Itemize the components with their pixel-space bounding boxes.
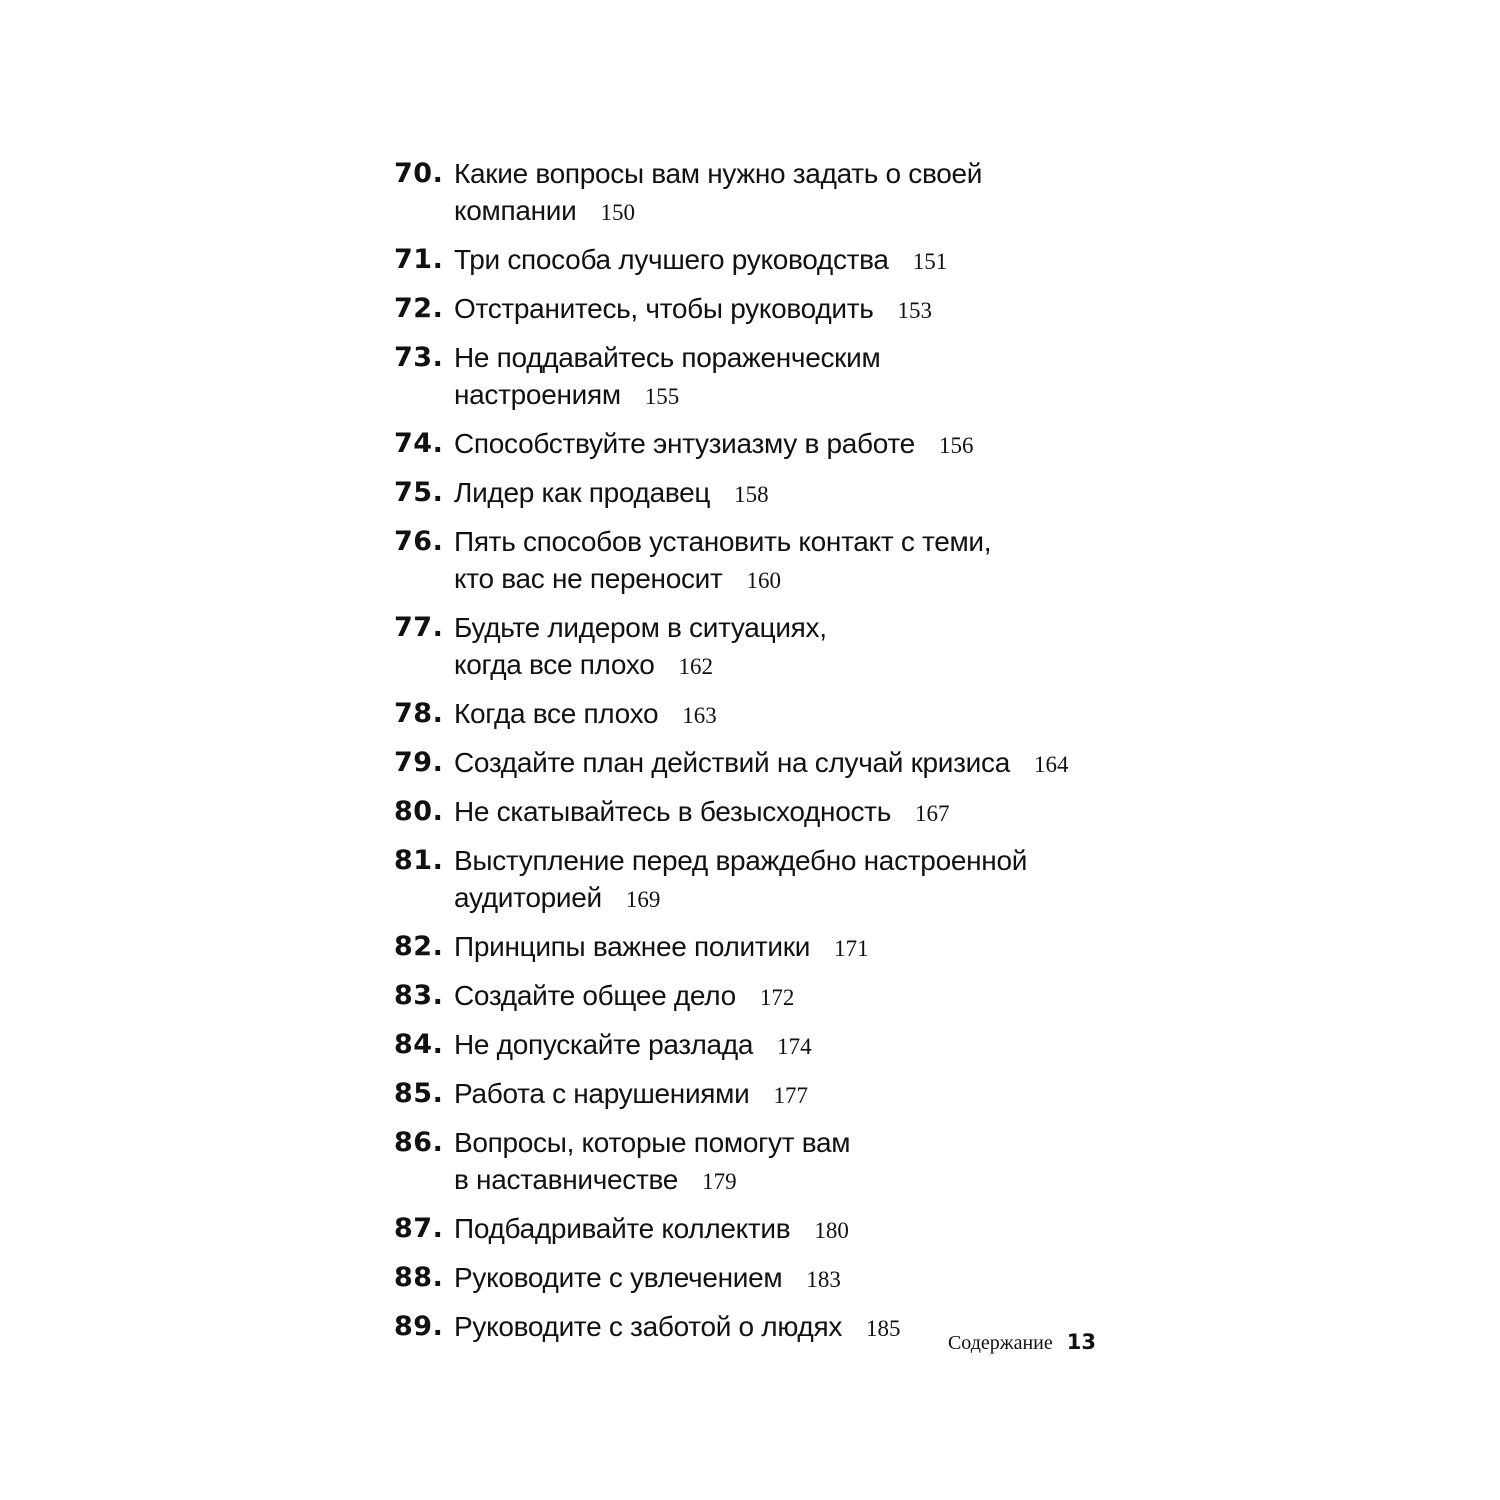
- toc-entry-title-line: [454, 192, 1114, 231]
- toc-entry-number: 71.: [394, 244, 444, 275]
- toc-entry: [394, 842, 1114, 918]
- toc-entry-number: 75.: [394, 477, 444, 508]
- toc-entry-title-text: Три способа лучшего руководства: [454, 244, 889, 275]
- toc-entry-title: [454, 695, 1114, 734]
- toc-entry-page: 155: [644, 384, 680, 409]
- toc-entry-title-line: [454, 793, 1114, 832]
- toc-entry: [394, 155, 1114, 231]
- toc-entry-number: 88.: [394, 1262, 444, 1293]
- toc-entry-title-text: Создайте план действий на случай кризиса: [454, 747, 1010, 778]
- toc-entry-title-text: Будьте лидером в ситуациях,: [454, 612, 827, 643]
- toc-entry-page: 177: [773, 1083, 808, 1108]
- table-of-contents: [394, 155, 1114, 1357]
- toc-entry-title-text: Принципы важнее политики: [454, 931, 811, 962]
- toc-entry-title-line: [454, 1161, 1114, 1200]
- toc-entry-title-line: [454, 977, 1114, 1016]
- toc-entry-title-line: [454, 842, 1114, 879]
- toc-entry-title: [454, 1124, 1114, 1200]
- toc-entry: [394, 523, 1114, 599]
- toc-entry-page: 156: [938, 433, 974, 458]
- toc-entry: [394, 1124, 1114, 1200]
- toc-entry-number: 74.: [394, 428, 444, 459]
- toc-entry-page: 162: [678, 654, 714, 679]
- toc-entry: [394, 928, 1114, 967]
- toc-entry-title-text: в наставничестве: [454, 1164, 679, 1195]
- toc-entry-page: 167: [915, 801, 950, 826]
- toc-entry-title: [454, 977, 1114, 1016]
- toc-entry-title: [454, 1075, 1114, 1114]
- toc-entry-page: 169: [625, 887, 661, 912]
- toc-entry-title: [454, 1026, 1114, 1065]
- toc-entry-title-line: [454, 609, 1114, 646]
- toc-entry-title: [454, 425, 1114, 464]
- toc-entry-title-text: Какие вопросы вам нужно задать о своей: [454, 158, 983, 189]
- toc-entry-title-text: Выступление перед враждебно настроенной: [454, 845, 1028, 876]
- toc-entry-title-text: когда все плохо: [454, 649, 655, 680]
- toc-entry-title-text: Пять способов установить контакт с теми,: [454, 526, 992, 557]
- toc-entry-title-line: [454, 744, 1114, 783]
- toc-entry: [394, 744, 1114, 783]
- toc-entry-number: 73.: [394, 342, 444, 373]
- toc-entry-title-line: [454, 879, 1114, 918]
- toc-entry-title: [454, 339, 1114, 415]
- toc-entry-page: 172: [759, 985, 795, 1010]
- toc-entry-title-line: [454, 1210, 1114, 1249]
- toc-entry-number: 82.: [394, 931, 444, 962]
- toc-entry-title-line: [454, 376, 1114, 415]
- toc-entry-title-line: [454, 646, 1114, 685]
- toc-entry-page: 158: [734, 482, 769, 507]
- toc-entry-number: 76.: [394, 526, 444, 557]
- toc-entry-title-text: Руководите с заботой о людях: [454, 1311, 843, 1342]
- toc-entry: [394, 609, 1114, 685]
- toc-entry-title: [454, 609, 1114, 685]
- toc-entry-title-text: Руководите с увлечением: [454, 1262, 783, 1293]
- toc-entry-number: 87.: [394, 1213, 444, 1244]
- toc-entry: [394, 793, 1114, 832]
- toc-entry: [394, 290, 1114, 329]
- toc-entry-page: 174: [777, 1034, 812, 1059]
- toc-entry-title: [454, 1259, 1114, 1298]
- toc-entry-page: 160: [746, 568, 782, 593]
- toc-entry-number: 79.: [394, 747, 444, 778]
- toc-entry-title-text: Вопросы, которые помогут вам: [454, 1127, 851, 1158]
- toc-entry-title-line: [454, 1124, 1114, 1161]
- toc-entry-number: 72.: [394, 293, 444, 324]
- running-footer-title: Содержание: [947, 1332, 1053, 1354]
- toc-entry-title-text: Отстранитесь, чтобы руководить: [454, 293, 874, 324]
- toc-entry-title-line: [454, 1075, 1114, 1114]
- toc-entry: [394, 1210, 1114, 1249]
- toc-entry: [394, 977, 1114, 1016]
- toc-entry-title-line: [454, 425, 1114, 464]
- toc-entry-title: [454, 290, 1114, 329]
- toc-entry-title: [454, 928, 1114, 967]
- toc-entry-title-line: [454, 155, 1114, 192]
- toc-entry-title: [454, 1210, 1114, 1249]
- toc-entry-title-text: аудиторией: [454, 882, 602, 913]
- toc-entry-title-text: Не поддавайтесь пораженческим: [454, 342, 881, 373]
- toc-entry-title: [454, 744, 1114, 783]
- toc-entry-title: [454, 793, 1114, 832]
- toc-entry: [394, 241, 1114, 280]
- toc-entry: [394, 695, 1114, 734]
- toc-entry: [394, 339, 1114, 415]
- page-number: 13: [1066, 1330, 1096, 1354]
- toc-entry: [394, 1026, 1114, 1065]
- toc-entry-title-text: Когда все плохо: [454, 698, 659, 729]
- toc-entry-title-line: [454, 1259, 1114, 1298]
- toc-entry-page: 179: [702, 1169, 737, 1194]
- toc-entry-number: 80.: [394, 796, 444, 827]
- toc-entry-page: 171: [834, 936, 869, 961]
- toc-entry-title-text: кто вас не переносит: [454, 563, 723, 594]
- toc-entry-title: [454, 842, 1114, 918]
- toc-entry-page: 164: [1034, 752, 1069, 777]
- toc-entry-number: 83.: [394, 980, 444, 1011]
- toc-entry-title-text: Подбадривайте коллектив: [454, 1213, 791, 1244]
- toc-entry-title: [454, 155, 1114, 231]
- toc-entry-number: 89.: [394, 1311, 444, 1342]
- toc-entry-title-line: [454, 339, 1114, 376]
- toc-entry: [394, 425, 1114, 464]
- page-footer: [948, 1330, 1096, 1355]
- toc-entry-number: 81.: [394, 845, 444, 876]
- toc-entry-title-line: [454, 560, 1114, 599]
- toc-entry: [394, 1259, 1114, 1298]
- toc-entry-title-line: [454, 1026, 1114, 1065]
- toc-entry-number: 70.: [394, 158, 444, 189]
- toc-entry-title: [454, 241, 1114, 280]
- toc-entry-title-text: Способствуйте энтузиазму в работе: [454, 428, 915, 459]
- toc-entry-title-text: компании: [454, 195, 577, 226]
- toc-entry: [394, 1075, 1114, 1114]
- toc-entry-title-line: [454, 523, 1114, 560]
- toc-entry-page: 185: [866, 1316, 901, 1341]
- toc-entry-title-text: настроениям: [454, 379, 621, 410]
- toc-entry-page: 153: [897, 298, 933, 323]
- toc-entry: [394, 474, 1114, 513]
- toc-entry-title: [454, 474, 1114, 513]
- toc-entry-number: 77.: [394, 612, 444, 643]
- toc-entry-number: 78.: [394, 698, 444, 729]
- toc-entry-title-line: [454, 474, 1114, 513]
- toc-entry-title-line: [454, 241, 1114, 280]
- toc-entry-title-text: Работа с нарушениями: [454, 1078, 750, 1109]
- toc-entry-page: 183: [806, 1267, 841, 1292]
- toc-entry-title-text: Не скатывайтесь в безысходность: [454, 796, 891, 827]
- toc-entry-page: 150: [600, 200, 635, 225]
- toc-entry-title-line: [454, 695, 1114, 734]
- toc-entry-title: [454, 523, 1114, 599]
- toc-entry-page: 163: [682, 703, 717, 728]
- toc-entry-title-line: [454, 928, 1114, 967]
- toc-entry-title-line: [454, 290, 1114, 329]
- toc-entry-number: 85.: [394, 1078, 444, 1109]
- toc-entry-title-text: Создайте общее дело: [454, 980, 736, 1011]
- toc-entry-number: 84.: [394, 1029, 444, 1060]
- toc-entry-page: 151: [912, 249, 948, 274]
- toc-entry-title-text: Не допускайте разлада: [454, 1029, 754, 1060]
- toc-entry-title-text: Лидер как продавец: [454, 477, 711, 508]
- toc-entry-page: 180: [814, 1218, 849, 1243]
- toc-entry-number: 86.: [394, 1127, 444, 1158]
